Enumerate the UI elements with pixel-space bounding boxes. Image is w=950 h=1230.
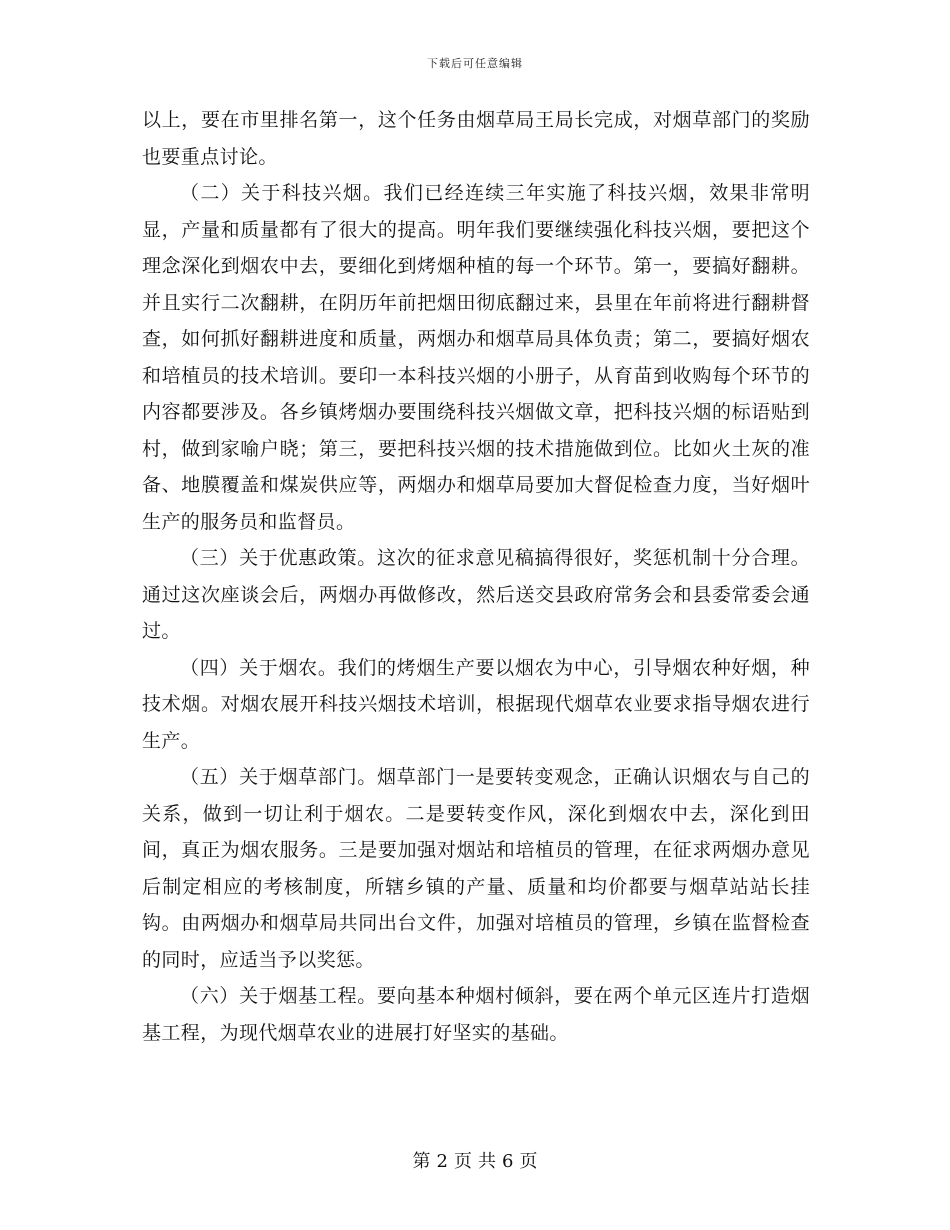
footer-prefix: 第 xyxy=(412,1151,431,1172)
footer-current-page: 2 xyxy=(436,1151,448,1172)
footer-suffix: 页 xyxy=(519,1151,538,1172)
page-footer xyxy=(0,1147,950,1173)
footer-total-pages: 6 xyxy=(502,1151,514,1172)
paragraph-tobacco-dept: （五）关于烟草部门。烟草部门一是要转变观念，正确认识烟农与自己的关系，做到一切让利于烟农。二是要转变作风，深化到烟农中去，深化到田间，真正为烟农服务。三是要加强对烟站和培植员的管理，在征求两烟办意见后制定相应的考核制度，所辖乡镇的产量、质量和均价都要与烟草站站长挂钩。由两烟办和烟草局共同出台文件，加强对培植员的管理，乡镇在监督检查的同时，应适当予以奖惩。 xyxy=(142,766,810,971)
footer-total-word: 共 xyxy=(478,1151,496,1172)
paragraph-farmers: （四）关于烟农。我们的烤烟生产要以烟农为中心，引导烟农种好烟，种技术烟。对烟农展开科技兴烟技术培训，根据现代烟草农业要求指导烟农进行生产。 xyxy=(142,656,810,752)
paragraph-tech: （二）关于科技兴烟。我们已经连续三年实施了科技兴烟，效果非常明显，产量和质量都有了很大的提高。明年我们要继续强化科技兴烟，要把这个理念深化到烟农中去，要细化到烤烟种植的每一个环节。第一，要搞好翻耕。并且实行二次翻耕，在阴历年前把烟田彻底翻过来，县里在年前将进行翻耕督查，如何抓好翻耕进度和质量，两烟办和烟草局具体负责；第二，要搞好烟农和培植员的技术培训。要印一本科技兴烟的小册子，从育苗到收购每个环节的内容都要涉及。各乡镇烤烟办要围绕科技兴烟做文章，把科技兴烟的标语贴到村，做到家喻户晓；第三，要把科技兴烟的技术措施做到位。比如火土灰的准备、地膜覆盖和煤炭供应等，两烟办和烟草局要加大督促检查力度，当好烟叶生产的服务员和监督员。 xyxy=(142,182,810,533)
paragraph-infrastructure: （六）关于烟基工程。要向基本种烟村倾斜，要在两个单元区连片打造烟基工程，为现代烟草农业的进展打好坚实的基础。 xyxy=(142,985,810,1044)
header-note: 下载后可任意编辑 xyxy=(427,57,523,70)
footer-page-word: 页 xyxy=(454,1151,472,1172)
paragraph-continuation: 以上，要在市里排名第一，这个任务由烟草局王局长完成，对烟草部门的奖励也要重点讨论。 xyxy=(142,109,810,168)
document-body xyxy=(142,102,810,1051)
paragraph-policy: （三）关于优惠政策。这次的征求意见稿搞得很好，奖惩机制十分合理。通过这次座谈会后，两烟办再做修改，然后送交县政府常务会和县委常委会通过。 xyxy=(142,547,810,642)
